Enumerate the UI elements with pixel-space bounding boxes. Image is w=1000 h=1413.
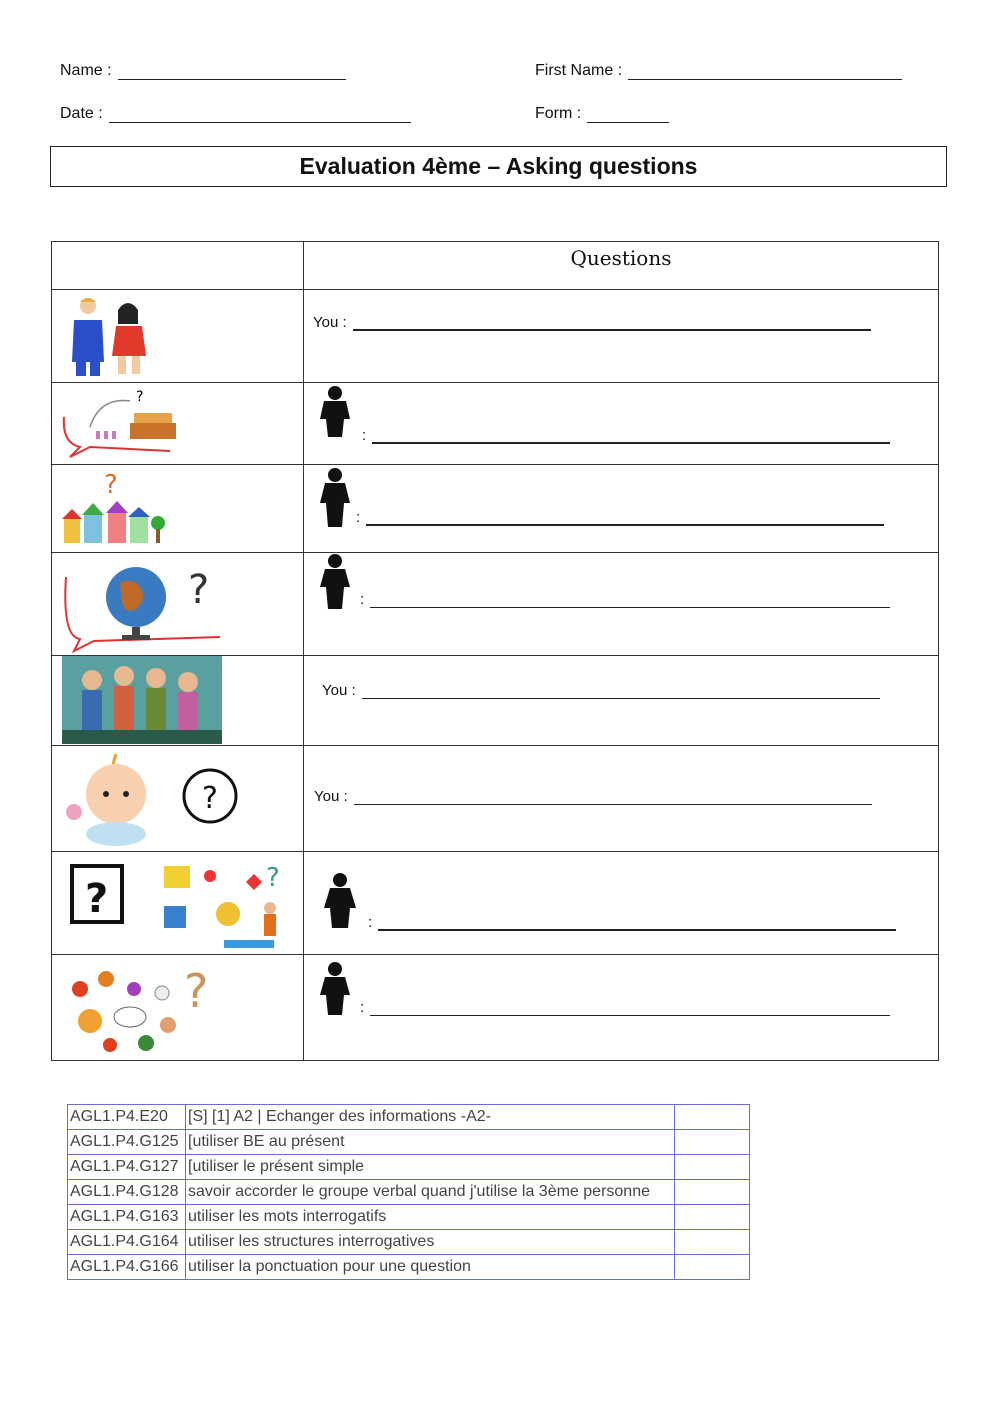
skill-row	[68, 1155, 750, 1180]
skill-grade-cell[interactable]	[675, 1180, 750, 1205]
page-title	[50, 146, 947, 187]
baby-clock-icon	[60, 750, 245, 848]
birthday-cake-icon	[60, 387, 180, 459]
write-line[interactable]	[370, 593, 890, 608]
svg-text:?: ?	[266, 863, 280, 893]
skill-grade-cell[interactable]	[675, 1205, 750, 1230]
skill-code: AGL1.P4.E20	[68, 1105, 186, 1130]
answer-line-7[interactable]	[368, 914, 896, 931]
header-empty-cell	[52, 242, 304, 290]
answer-prefix: :	[360, 999, 365, 1016]
answer-line-5[interactable]	[322, 682, 880, 699]
answer-line-6[interactable]	[314, 788, 872, 805]
picture-cell	[52, 553, 304, 656]
person-silhouette-icon	[322, 872, 358, 928]
answer-cell	[304, 290, 939, 383]
write-line[interactable]	[362, 684, 880, 699]
answer-cell	[304, 746, 939, 852]
picture-cell	[52, 465, 304, 553]
answer-cell	[304, 656, 939, 746]
answer-prefix: :	[360, 591, 365, 608]
answer-cell	[304, 553, 939, 656]
skill-grade-cell[interactable]	[675, 1230, 750, 1255]
name-label: Name :	[60, 62, 112, 79]
answer-line-1[interactable]	[313, 314, 871, 331]
svg-text:?: ?	[184, 964, 209, 1018]
svg-text:?: ?	[202, 781, 218, 816]
answer-cell	[304, 465, 939, 553]
write-line[interactable]	[353, 315, 871, 331]
houses-town-icon	[60, 469, 172, 549]
svg-text:?: ?	[85, 876, 109, 922]
answer-cell	[304, 852, 939, 955]
skill-description: utiliser la ponctuation pour une question	[186, 1255, 675, 1280]
person-silhouette-icon	[318, 553, 352, 609]
write-line[interactable]	[366, 510, 884, 526]
first-name-label: First Name :	[535, 62, 623, 79]
date-label: Date :	[60, 105, 103, 122]
family-icon	[62, 656, 222, 744]
skills-table	[67, 1104, 750, 1280]
picture-cell	[52, 290, 304, 383]
skill-code: AGL1.P4.G164	[68, 1230, 186, 1255]
person-silhouette-icon	[318, 961, 352, 1015]
questions-table	[51, 241, 939, 1061]
date-field[interactable]	[60, 105, 411, 123]
skill-grade-cell[interactable]	[675, 1130, 750, 1155]
skill-row	[68, 1255, 750, 1280]
skill-code: AGL1.P4.G127	[68, 1155, 186, 1180]
skill-row	[68, 1205, 750, 1230]
page-title-text: Evaluation 4ème – Asking questions	[299, 153, 698, 179]
date-line[interactable]	[109, 106, 411, 123]
answer-cell	[304, 955, 939, 1061]
skill-code: AGL1.P4.G125	[68, 1130, 186, 1155]
globe-icon	[60, 557, 225, 653]
first-name-line[interactable]	[628, 63, 902, 80]
svg-text:?: ?	[136, 389, 144, 405]
skill-code: AGL1.P4.G128	[68, 1180, 186, 1205]
skill-row	[68, 1130, 750, 1155]
write-line[interactable]	[370, 1001, 890, 1016]
answer-line-4[interactable]	[360, 591, 890, 608]
skill-grade-cell[interactable]	[675, 1155, 750, 1180]
answer-cell	[304, 383, 939, 465]
skill-grade-cell[interactable]	[675, 1105, 750, 1130]
write-line[interactable]	[372, 428, 890, 444]
person-silhouette-icon	[318, 385, 352, 437]
skill-code: AGL1.P4.G163	[68, 1205, 186, 1230]
picture-cell	[52, 383, 304, 465]
form-field[interactable]	[535, 105, 669, 123]
picture-cell	[52, 746, 304, 852]
name-line[interactable]	[118, 63, 346, 80]
skill-row	[68, 1105, 750, 1130]
answer-prefix: You :	[322, 682, 356, 699]
form-line[interactable]	[587, 106, 669, 123]
answer-prefix: :	[368, 914, 373, 931]
two-people-talking-icon	[60, 294, 160, 378]
answer-prefix: You :	[314, 788, 348, 805]
questions-header: Questions	[304, 242, 939, 290]
name-field[interactable]	[60, 62, 346, 80]
picture-cell	[52, 852, 304, 955]
person-silhouette-icon	[318, 467, 352, 527]
picture-cell	[52, 656, 304, 746]
skill-description: utiliser les structures interrogatives	[186, 1230, 675, 1255]
pets-icon	[60, 959, 220, 1057]
first-name-field[interactable]	[535, 62, 902, 80]
write-line[interactable]	[354, 790, 872, 805]
skill-description: [utiliser BE au présent	[186, 1130, 675, 1155]
skill-description: [S] [1] A2 | Echanger des informations -A2-	[186, 1105, 675, 1130]
answer-line-8[interactable]	[360, 999, 890, 1016]
answer-line-3[interactable]	[356, 509, 884, 526]
write-line[interactable]	[378, 915, 896, 931]
form-label: Form :	[535, 105, 582, 122]
answer-line-2[interactable]	[362, 427, 890, 444]
answer-prefix: :	[362, 427, 367, 444]
skill-code: AGL1.P4.G166	[68, 1255, 186, 1280]
skill-row	[68, 1230, 750, 1255]
svg-text:?: ?	[188, 567, 210, 613]
skill-grade-cell[interactable]	[675, 1255, 750, 1280]
answer-prefix: You :	[313, 314, 347, 331]
answer-prefix: :	[356, 509, 361, 526]
skill-description: savoir accorder le groupe verbal quand j'utilise la 3ème personne	[186, 1180, 675, 1205]
skill-row	[68, 1180, 750, 1205]
picture-cell	[52, 955, 304, 1061]
hobbies-icon	[60, 856, 290, 952]
skill-description: [utiliser le présent simple	[186, 1155, 675, 1180]
svg-text:?: ?	[104, 470, 118, 500]
skill-description: utiliser les mots interrogatifs	[186, 1205, 675, 1230]
